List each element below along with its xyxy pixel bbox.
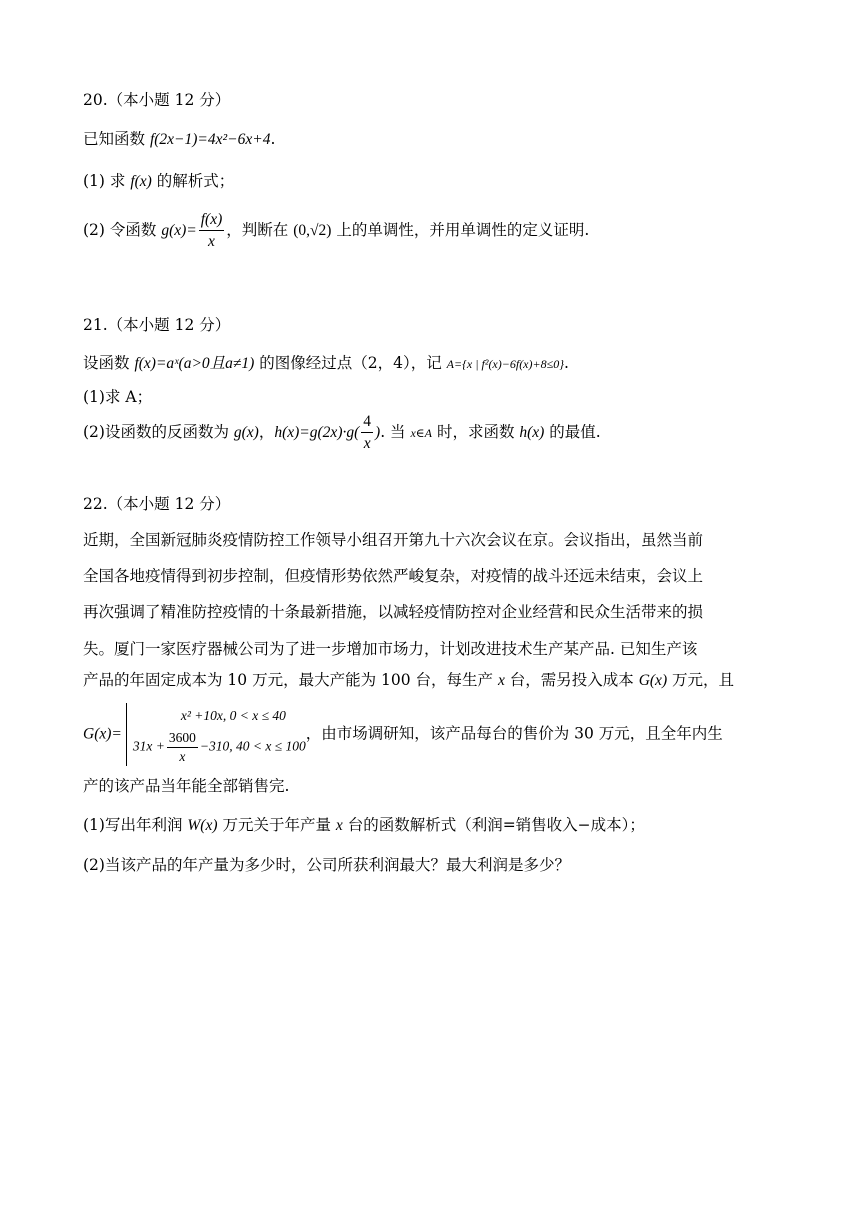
problem-20-q2-fraction	[199, 210, 225, 253]
problem-22-cost-line	[83, 668, 734, 693]
problem-21-stem-prefix: 设函数	[83, 354, 135, 372]
fraction-denominator: x	[167, 747, 198, 766]
problem-21-header: 21.（本小题 12 分）	[83, 316, 231, 334]
problem-22-cost-G: G(x)	[638, 672, 668, 689]
problem-22-cost-text-c: 万元，且	[667, 671, 735, 689]
problem-20-q2-interval: (0,√2)	[293, 222, 332, 239]
problem-21-stem-formula: f(x)=aˣ(a>0且a≠1)	[134, 355, 255, 372]
problem-21-q2-comma: ，	[258, 423, 275, 441]
problem-21-q2-mid: 时，求函数	[432, 423, 520, 441]
problem-22-question-1	[83, 813, 645, 838]
problem-20-q2-prefix: (2) 令函数	[83, 221, 162, 239]
problem-20-stem-prefix: 已知函数	[83, 130, 150, 148]
problem-22-paragraph-line: 全国各地疫情得到初步控制，但疫情形势依然严峻复杂，对疫情的战斗还远未结束，会议上	[83, 567, 704, 585]
problem-20-q1-suffix: 的解析式；	[151, 172, 235, 190]
problem-22-paragraph-line: 近期，全国新冠肺炎疫情防控工作领导小组召开第九十六次会议在京。会议指出，虽然当前	[83, 531, 704, 549]
problem-20-stem-formula: f(2x−1)=4x²−6x+4	[149, 131, 271, 148]
problem-21-q2-g: g(x)	[233, 424, 259, 441]
problem-20-q1-formula: f(x)	[130, 173, 152, 190]
problem-20-stem-suffix: .	[270, 130, 276, 148]
piecewise-lhs: G(x)=	[83, 725, 122, 743]
problem-20-question-2	[83, 206, 589, 255]
problem-21-stem-suffix: .	[564, 354, 569, 372]
piecewise-row-2-a: 31x +	[132, 738, 165, 754]
problem-21-q2-h: h(x)=g(2x)·g(	[274, 424, 360, 441]
problem-22-q1-c: 台的函数解析式（利润=销售收入−成本）；	[342, 816, 645, 834]
problem-21-q2-hx: h(x)	[519, 424, 545, 441]
piecewise-row-2	[133, 729, 306, 766]
fraction-numerator: 4	[363, 412, 372, 430]
problem-21-q2-fraction	[361, 412, 373, 455]
problem-21-q2-when: . 当	[380, 423, 411, 441]
problem-20-question-1	[83, 169, 234, 194]
fraction-numerator: f(x)	[200, 210, 223, 228]
problem-22-piecewise-suffix: ，由市场调研知，该产品每台的售价为 30 万元，且全年内生	[305, 724, 723, 743]
problem-22-q1-a: (1)写出年利润	[83, 816, 188, 834]
problem-21-question-1: (1)求 A；	[83, 388, 153, 406]
problem-20-stem	[83, 127, 275, 152]
problem-20-q2-suffix: 上的单调性，并用单调性的定义证明.	[331, 221, 590, 239]
piecewise-row-2-b: −310, 40 < x ≤ 100	[199, 738, 306, 754]
problem-22-cost-text-a: 产品的年固定成本为 10 万元，最大产能为 100 台，每生产	[83, 671, 498, 689]
fraction-denominator: x	[199, 230, 225, 253]
problem-20-q2-lhs: g(x)=	[161, 222, 197, 239]
fraction-denominator: x	[361, 432, 373, 455]
problem-21-q2-prefix: (2)设函数的反函数为	[83, 423, 234, 441]
problem-21-q2-h-close: )	[375, 424, 381, 441]
problem-21-stem-mid: 的图像经过点（2，4），记	[254, 354, 447, 372]
problem-22-q1-W: W(x)	[187, 817, 218, 834]
problem-22-paragraph-line: 再次强调了精准防控疫情的十条最新措施，以减轻疫情防控对企业经营和民众生活带来的损	[83, 603, 704, 621]
problem-20-q1-prefix: (1) 求	[83, 172, 131, 190]
problem-22-q1-b: 万元关于年产量	[217, 816, 336, 834]
problem-20-q2-mid: ，判断在	[226, 221, 294, 239]
piecewise-cases	[126, 703, 306, 766]
problem-21-stem	[83, 351, 569, 376]
problem-21-q2-condition: x∈A	[410, 426, 433, 440]
problem-22-piecewise-line	[83, 703, 723, 766]
problem-22-q1-x: x	[335, 817, 343, 834]
problem-21-q2-suffix: 的最值.	[544, 423, 601, 441]
problem-22-header: 22.（本小题 12 分）	[83, 495, 231, 513]
problem-20-header: 20.（本小题 12 分）	[83, 91, 231, 109]
problem-22-question-2: (2)当该产品的年产量为多少时，公司所获利润最大？最大利润是多少？	[83, 856, 570, 874]
piecewise-fraction	[167, 729, 198, 766]
problem-22-cost-x: x	[497, 672, 505, 689]
fraction-numerator: 3600	[168, 730, 196, 745]
problem-21-question-2	[83, 408, 601, 457]
problem-21-set-definition: A={x | f²(x)−6f(x)+8≤0}	[446, 357, 564, 371]
problem-22-cost-text-b: 台，需另投入成本	[504, 671, 639, 689]
problem-22-paragraph-end: 产的该产品当年能全部销售完.	[83, 777, 290, 795]
problem-22-paragraph-line: 失。厦门一家医疗器械公司为了进一步增加市场力，计划改进技术生产某产品. 已知生产该	[83, 640, 698, 658]
piecewise-row-1: x² +10x, 0 < x ≤ 40	[180, 708, 286, 723]
